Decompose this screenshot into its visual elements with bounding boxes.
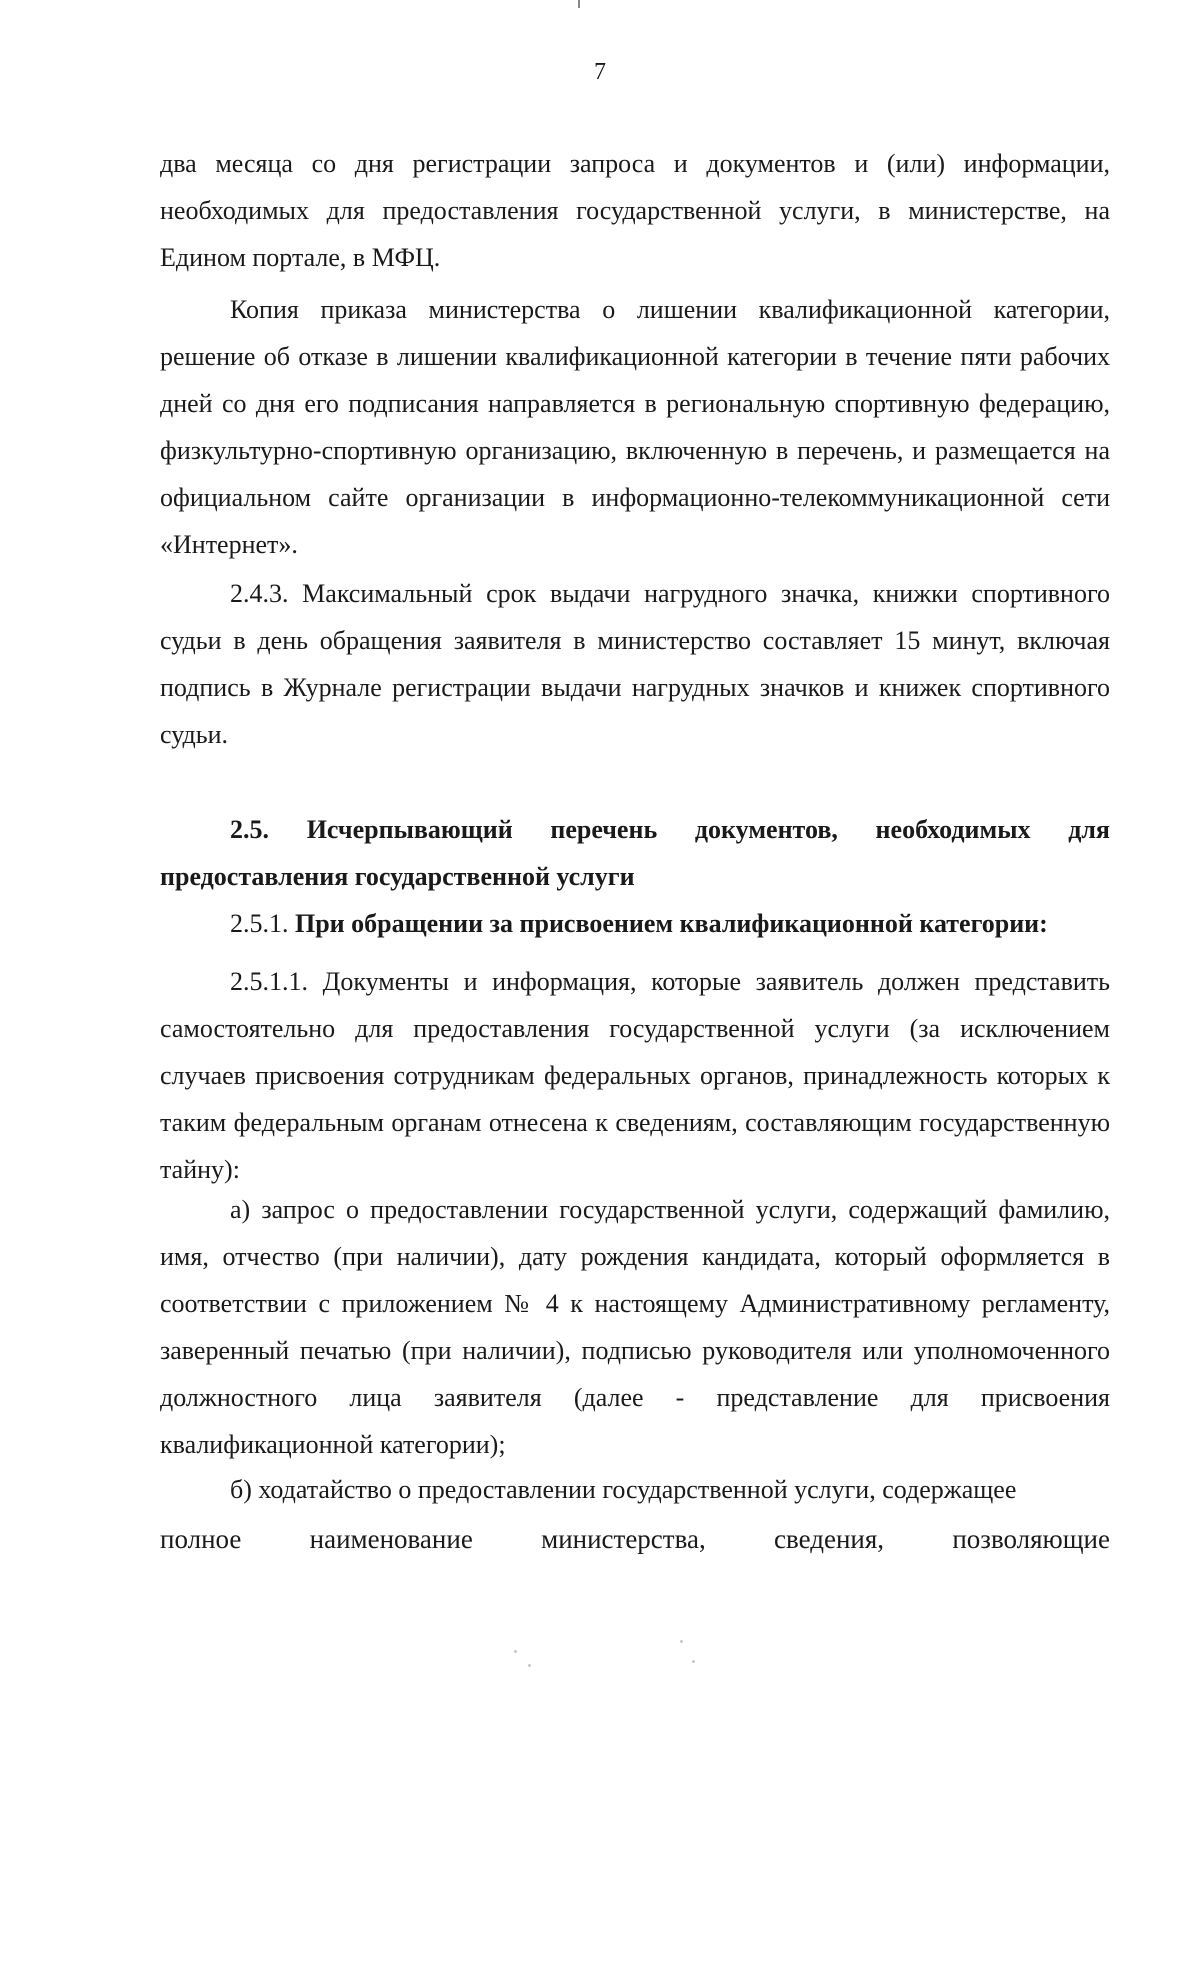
list-item-a — [160, 1186, 1110, 1468]
section-heading: 2.5. Исчерпывающий перечень документов, необходимых для предоставления государственной услуги — [160, 815, 1110, 891]
final-line-word: полное — [160, 1524, 242, 1554]
subsection-number: 2.5.1. — [230, 909, 289, 938]
paragraph-2-5-1-1 — [160, 958, 1110, 1193]
section-2-5 — [160, 806, 1110, 947]
scan-speck — [692, 1660, 695, 1663]
paragraph-order-copy — [160, 286, 1110, 568]
scan-speck — [680, 1640, 683, 1643]
paragraph-text: а) запрос о предоставлении государственной услуги, содержащий фамилию, имя, отчество (при наличии), дату рождения кандидата, который оформляется в соответствии с приложением № 4 к настоящему Административному регламенту, заверенный печатью (при наличии), подписью руководителя или уполномоченного должностного лица заявителя (далее - представление для присвоения квалификационной категории); — [160, 1195, 1110, 1459]
paragraph-text: б) ходатайство о предоставлении государственной услуги, содержащее — [230, 1475, 1017, 1504]
scan-speck — [514, 1650, 517, 1653]
scan-mark — [578, 0, 580, 8]
page-number: 7 — [594, 59, 606, 85]
subsection-title: При обращении за присвоением квалификационной категории: — [295, 909, 1048, 938]
final-line-word: наименование — [309, 1524, 473, 1554]
final-line-word: сведения, — [774, 1524, 885, 1554]
list-item-b — [160, 1466, 1110, 1513]
final-line-word: позволяющие — [952, 1524, 1110, 1554]
paragraph-2-4-3 — [160, 570, 1110, 758]
final-line-word: министерства, — [541, 1524, 706, 1554]
final-line — [160, 1516, 1110, 1563]
paragraph-text: два месяца со дня регистрации запроса и документов и (или) информации, необходимых для предоставления государственной услуги, в министерстве, на Едином портале, в МФЦ. — [160, 149, 1110, 272]
scan-speck — [528, 1664, 531, 1667]
paragraph-text: 2.5.1.1. Документы и информация, которые заявитель должен представить самостоятельно для предоставления государственной услуги (за исключением случаев присвоения сотрудникам федеральных органов, принадлежность которых к таким федеральным органам отнесена к сведениям, составляющим государственную тайну): — [160, 967, 1110, 1184]
paragraph-continuation — [160, 140, 1110, 281]
paragraph-text: 2.4.3. Максимальный срок выдачи нагрудного значка, книжки спортивного судьи в день обращения заявителя в министерство составляет 15 минут, включая подпись в Журнале регистрации выдачи нагрудных значков и книжек спортивного судьи. — [160, 579, 1110, 749]
subsection-heading — [160, 900, 1110, 947]
paragraph-text: Копия приказа министерства о лишении квалификационной категории, решение об отказе в лишении квалификационной категории в течение пяти рабочих дней со дня его подписания направляется в региональную спортивную федерацию, физкультурно-спортивную организацию, включенную в перечень, и размещается на официальном сайте организации в информационно-телекоммуникационной сети «Интернет». — [160, 295, 1110, 559]
